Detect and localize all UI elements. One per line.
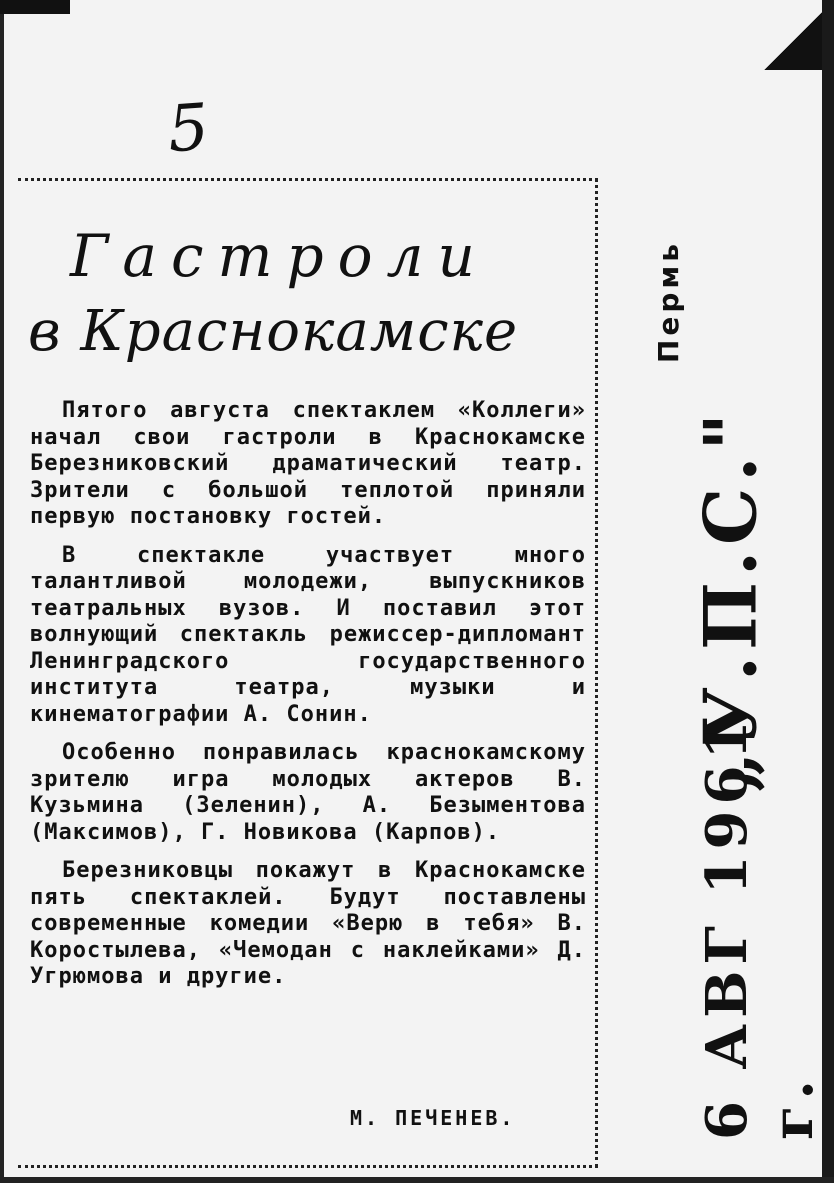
stamp-date: 6 АВГ 1961 г.	[694, 714, 826, 1140]
article-body	[30, 398, 586, 1003]
source-stamp	[640, 40, 826, 1140]
author-signature: М. ПЕЧЕНЕВ.	[350, 1106, 516, 1130]
article-paragraph-2: В спектакле участвует много талантливой молодежи, выпускников театральных вузов. И поставил этот волнующий спектакль режиссер-дипломант Ленинградского государственного института театра, музыки и кинематографии А. Сонин.	[30, 542, 586, 727]
stamp-place: Пермь	[652, 240, 685, 364]
article-paragraph-4: Березниковцы покажут в Краснокамске пять спектаклей. Будут поставлены современные комедии «Верю в тебя» В. Коростылева, «Чемодан с наклейками» Д. Угрюмова и другие.	[30, 858, 586, 989]
scan-edge-top	[0, 0, 70, 14]
handwritten-number: 5	[165, 90, 212, 168]
scan-edge-bottom	[0, 1177, 834, 1183]
article-paragraph-1: Пятого августа спектаклем «Коллеги» начал свои гастроли в Краснокамске Березниковский драматический театр. Зрители с большой теплотой приняли первую постановку гостей.	[30, 398, 586, 529]
stamp-source: „У.П.С."	[687, 407, 773, 793]
headline-line-1: Гастроли	[70, 222, 489, 290]
article-paragraph-3: Особенно понравилась краснокамскому зрителю игра молодых актеров В. Кузьмина (Зеленин), А. Безыментова (Максимов), Г. Новикова (Карпов).	[30, 740, 586, 845]
headline-line-2: в Краснокамске	[28, 299, 519, 364]
article-headline	[28, 218, 588, 370]
scan-edge-left	[0, 0, 4, 1183]
